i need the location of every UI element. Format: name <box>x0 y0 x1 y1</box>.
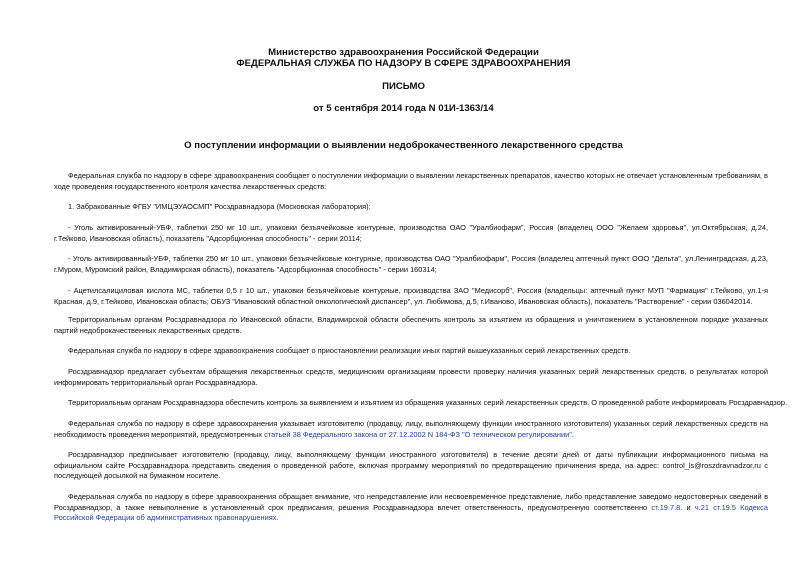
paragraph-item-3: - Ацетилсалициловая кислота МС, таблетки 0,5 г 10 шт., упаковки безъячейковые контурные, производства ЗАО "Медисорб", Россия (владельцы: аптечный пункт МУП "Фармация" г.Тейково, ул.1-я Красная, д.9, г.Тейково, Ивановская область; ОБУЗ "Ивановский областной онкологический диспансер", ул. Любимова, д.5, г.Иваново, Ивановская область), показатель "Растворение" - серии 036042014. <box>54 286 768 306</box>
law-184-fz-link[interactable]: статьей 38 Федерального закона от 27.12.2002 N 184-ФЗ "О техническом регулировании" <box>264 429 572 439</box>
paragraph-item-1: - Уголь активированный-УБФ, таблетки 250 мг 10 шт., упаковки безъячейковые контурные, производства ОАО "Уралбиофарм", Россия (владелец ООО "Желаем здоровья", ул.Октябрьская, д.24, г.Тейково, Ивановская область), показатель "Адсорбционная способность" - серии 20114; <box>54 223 768 243</box>
paragraph-intro: Федеральная служба по надзору в сфере здравоохранения сообщает о поступлении информации о выявлении лекарственных препаратов, качество которых не отвечает установленным требованиям, в ходе проведения государственного контроля качества лекарственных средств: <box>54 171 768 191</box>
document-date-number: от 5 сентября 2014 года N 01И-1363/14 <box>313 103 494 114</box>
paragraph-prescription: Росздравнадзор предписывает изготовителю (продавцу, лицу, выполняющему функции иностранного изготовителя) в течение десяти дней от даты публикации информационного письма на официальном сайте Росздравнадзора представить сведения о проведенной работе, включая программу мероприятий по предотвращению причинения вреда, на адрес: control_ls@roszdravnadzor.ru с последующей досылкой на бумажном носителе. <box>54 450 768 480</box>
article-19-7-8-link[interactable]: ст.19.7.8. <box>651 502 683 512</box>
paragraph-withdrawal-control: Территориальным органам Росздравнадзора обеспечить контроль за выявлением и изъятием из обращения указанных серий лекарственных средств. О проведенной работе информировать Росздравнадзор. <box>68 398 788 407</box>
paragraph-rejected-header: 1. Забракованные ФГБУ "ИМЦЭУАОСМП" Росздравнадзора (Московская лаборатория): <box>68 202 371 211</box>
document-type: ПИСЬМО <box>382 81 425 92</box>
ministry-name: Министерство здравоохранения Российской Федерации <box>268 47 539 58</box>
paragraph-liability-text: Федеральная служба по надзору в сфере здравоохранения обращает внимание, что непредставление или несвоевременное представление, либо представление заведомо недостоверных сведений в Росздравнадзор, а также невыполнение в установленный срок предписания, решения Росздравнадзора влечет ответственность, предусмотренную соответственно <box>54 492 768 512</box>
paragraph-territorial-control: Территориальным органам Росздравнадзора по Ивановской области, Владимирской области обеспечить контроль за изъятием из обращения и уничтожением в установленном порядке указанных партий недоброкачественных лекарственных средств. <box>54 315 768 335</box>
paragraph-liability <box>54 492 768 524</box>
document-title: О поступлении информации о выявлении недоброкачественного лекарственного средства <box>184 140 623 151</box>
paragraph-item-2: - Уголь активированный-УБФ, таблетки 250 мг 10 шт., упаковки безъячейковые контурные, производства ОАО "Уралбиофарм", Россия (владелец аптечный пункт ООО "Дельта", ул.Ленинградская, д.23, г.Муром, Муромский район, Владимирская область), показатель "Адсорбционная способность" - серии 160314; <box>54 254 768 274</box>
article-19-5-link[interactable]: ч.21 ст.19.5 Кодекса Российской Федерации об административных правонарушениях <box>54 502 768 522</box>
paragraph-manufacturer-notice <box>54 419 768 440</box>
paragraph-liability-and: и <box>686 502 691 512</box>
paragraph-manufacturer-text: Федеральная служба по надзору в сфере здравоохранения указывает изготовителю (продавцу, лицу, выполняющему функции иностранного изготовителя) указанных серий лекарственных средств на необходимость проведения мероприятий, предусмотренных <box>54 419 768 439</box>
paragraph-manufacturer-end: . <box>571 429 574 439</box>
paragraph-suspension: Федеральная служба по надзору в сфере здравоохранения сообщает о приостановлении реализации иных партий вышеуказанных серий лекарственных средств. <box>68 346 631 355</box>
paragraph-liability-end: . <box>276 513 279 522</box>
service-name: ФЕДЕРАЛЬНАЯ СЛУЖБА ПО НАДЗОРУ В СФЕРЕ ЗДРАВООХРАНЕНИЯ <box>236 58 571 69</box>
paragraph-check-proposal: Росздравнадзор предлагает субъектам обращения лекарственных средств, медицинским организациям провести проверку наличия указанных серий лекарственных средств, о результатах которой информировать территориальный орган Росздравнадзора. <box>54 367 768 387</box>
